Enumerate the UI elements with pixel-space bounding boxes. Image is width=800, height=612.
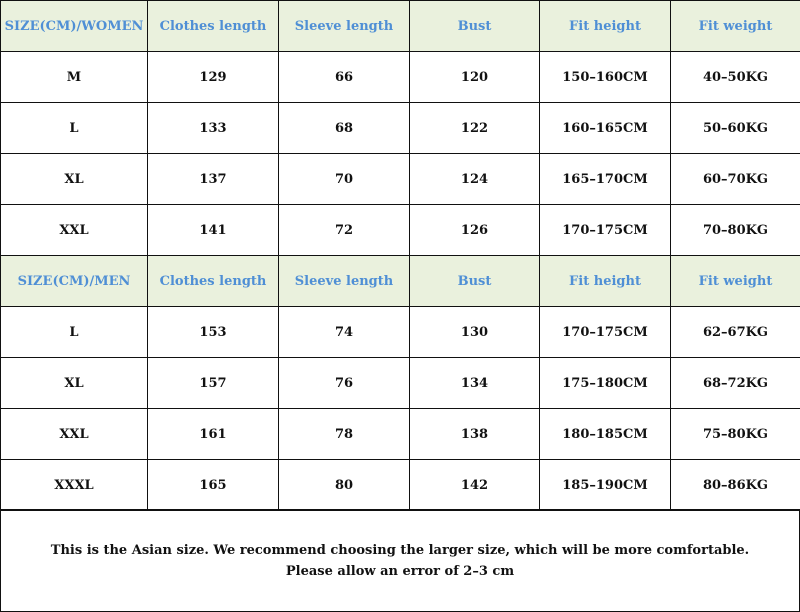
table-cell: 160–165CM — [540, 103, 671, 154]
table-cell: 129 — [148, 52, 279, 103]
table-cell: 70 — [279, 154, 410, 205]
column-header: Fit weight — [671, 1, 800, 52]
size-cell: XL — [1, 154, 148, 205]
men-header-row — [1, 256, 800, 307]
table-cell: 40–50KG — [671, 52, 800, 103]
note-line-1: This is the Asian size. We recommend choosing the larger size, which will be more comfortable. — [50, 542, 750, 558]
table-row — [1, 409, 800, 460]
size-cell: L — [1, 103, 148, 154]
table-cell: 142 — [410, 460, 540, 511]
table-cell: 50–60KG — [671, 103, 800, 154]
table-cell: 68 — [279, 103, 410, 154]
table-cell: 137 — [148, 154, 279, 205]
table-cell: 78 — [279, 409, 410, 460]
table-row — [1, 103, 800, 154]
table-cell: 130 — [410, 307, 540, 358]
table-cell: 134 — [410, 358, 540, 409]
table-cell: 180–185CM — [540, 409, 671, 460]
column-header: Clothes length — [148, 256, 279, 307]
size-cell: XL — [1, 358, 148, 409]
table-cell: 165 — [148, 460, 279, 511]
table-cell: 170–175CM — [540, 205, 671, 256]
table-cell: 124 — [410, 154, 540, 205]
column-header: Bust — [410, 1, 540, 52]
table-cell: 165–170CM — [540, 154, 671, 205]
table-cell: 60–70KG — [671, 154, 800, 205]
women-header-row — [1, 1, 800, 52]
size-note — [0, 509, 800, 612]
table-cell: 161 — [148, 409, 279, 460]
table-row — [1, 307, 800, 358]
table-row — [1, 154, 800, 205]
table-cell: 68–72KG — [671, 358, 800, 409]
table-cell: 75–80KG — [671, 409, 800, 460]
table-cell: 157 — [148, 358, 279, 409]
table-cell: 185–190CM — [540, 460, 671, 511]
table-cell: 80 — [279, 460, 410, 511]
table-cell: 70–80KG — [671, 205, 800, 256]
table-cell: 62–67KG — [671, 307, 800, 358]
column-header: Bust — [410, 256, 540, 307]
table-cell: 141 — [148, 205, 279, 256]
table-cell: 138 — [410, 409, 540, 460]
column-header: Fit height — [540, 1, 671, 52]
note-line-2: Please allow an error of 2–3 cm — [285, 563, 515, 579]
table-cell: 74 — [279, 307, 410, 358]
table-cell: 76 — [279, 358, 410, 409]
table-row — [1, 358, 800, 409]
column-header: Fit weight — [671, 256, 800, 307]
size-cell: M — [1, 52, 148, 103]
table-cell: 175–180CM — [540, 358, 671, 409]
table-cell: 122 — [410, 103, 540, 154]
table-cell: 80–86KG — [671, 460, 800, 511]
size-cell: L — [1, 307, 148, 358]
column-header: Sleeve length — [279, 256, 410, 307]
column-header: Fit height — [540, 256, 671, 307]
table-row — [1, 460, 800, 511]
table-row — [1, 205, 800, 256]
table-row — [1, 52, 800, 103]
table-cell: 150–160CM — [540, 52, 671, 103]
size-cell: XXXL — [1, 460, 148, 511]
column-header: Clothes length — [148, 1, 279, 52]
table-cell: 66 — [279, 52, 410, 103]
table-cell: 133 — [148, 103, 279, 154]
men-size-header: SIZE(CM)/MEN — [1, 256, 148, 307]
size-cell: XXL — [1, 205, 148, 256]
table-cell: 170–175CM — [540, 307, 671, 358]
table-cell: 120 — [410, 52, 540, 103]
column-header: Sleeve length — [279, 1, 410, 52]
table-cell: 126 — [410, 205, 540, 256]
table-cell: 153 — [148, 307, 279, 358]
size-cell: XXL — [1, 409, 148, 460]
women-size-header: SIZE(CM)/WOMEN — [1, 1, 148, 52]
table-cell: 72 — [279, 205, 410, 256]
